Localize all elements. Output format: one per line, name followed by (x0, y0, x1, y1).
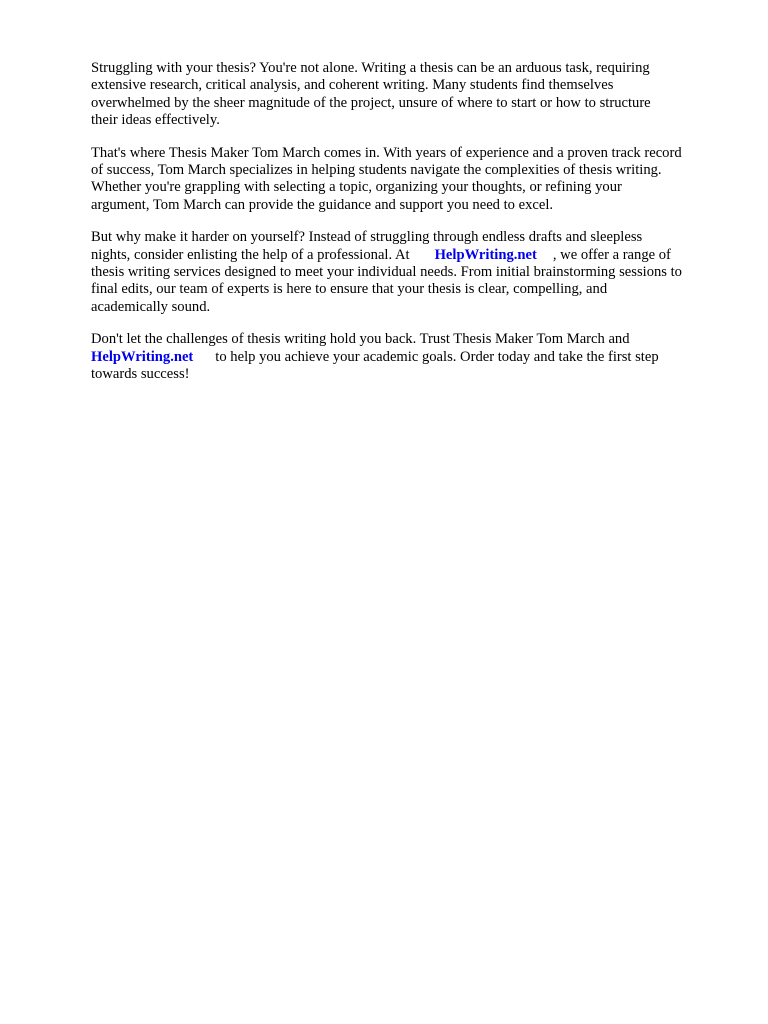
paragraph-helpwriting-offer (91, 229, 727, 316)
paragraph-intro: Struggling with your thesis? You're not alone. Writing a thesis can be an arduous task, requiring extensive research, critical analysis, and coherent writing. Many students find themselves overwhelmed by the sheer magnitude of the project, unsure of where to start or how to structure their ideas effectively. (91, 60, 651, 129)
paragraph-closing-before: Don't let the challenges of thesis writing hold you back. Trust Thesis Maker Tom March and (91, 331, 630, 348)
paragraph-tom-march: That's where Thesis Maker Tom March comes in. With years of experience and a proven track record of success, Tom March specializes in helping students navigate the complexities of thesis writing. Whether you're grappling with selecting a topic, organizing your thoughts, or refining your argument, Tom March can provide the guidance and support you need to excel. (91, 144, 682, 213)
paragraph-closing-after: to help you achieve your academic goals. Order today and take the first step towards success! (91, 348, 659, 383)
paragraph-helpwriting-offer-before: But why make it harder on yourself? Instead of struggling through endless drafts and sleepless nights, consider enlisting the help of a professional. At (91, 229, 643, 263)
paragraph-helpwriting-offer-after: , we offer a range of thesis writing services designed to meet your individual needs. From initial brainstorming sessions to final edits, our team of experts is here to ensure that your thesis is clear, compelling, and academically sound. (91, 246, 682, 315)
paragraph-closing (91, 331, 727, 383)
helpwriting-link[interactable]: HelpWriting.net (434, 246, 537, 263)
helpwriting-link-closing[interactable]: HelpWriting.net (91, 348, 194, 365)
document-body (91, 60, 727, 399)
